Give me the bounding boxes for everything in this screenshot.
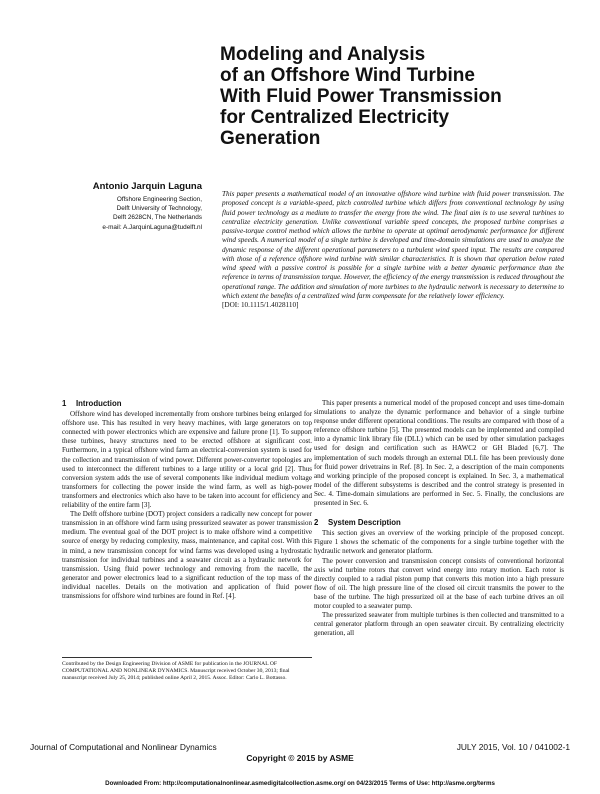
paragraph: The Delft offshore turbine (DOT) project considers a radically new concept for power transmission in an offshore wind farm using pressurized seawater as power transmission medium. The eventual goal of the DOT project is to make offshore wind a competitive source of energy by reducing complexity, mass, maintenance, and capital cost. With this in mind, a new transmission concept for wind farms was developed using a hydrostatic transmission for individual turbines and a seawater circuit as a hydraulic network for transmission. Using fluid power technology and removing from the nacelle, the generator and power electronics lead to a significant reduction of the top mass of the individual nacelles. Details on the motivation and application of fluid power transmissions for offshore wind turbines are found in Ref. [4]. <box>62 510 312 600</box>
paragraph: The power conversion and transmission concept consists of conventional horizontal axis wind turbine rotors that convert wind energy into rotary motion. Each rotor is directly coupled to a radial piston pump that converts this motion into a high pressure flow of oil. The high pressure line of the closed oil circuit transmits the power to the base of the turbine. The high pressurized oil at the base of each turbine drives an oil motor coupled to a seawater pump. <box>314 556 564 610</box>
author-affiliation-line: Delft 2628CN, The Netherlands <box>112 214 202 222</box>
page-info: JULY 2015, Vol. 10 / 041002-1 <box>456 742 570 752</box>
doi: [DOI: 10.1115/1.4028110] <box>222 301 299 309</box>
journal-name: Journal of Computational and Nonlinear Dynamics <box>30 742 217 752</box>
title-line: of an Offshore Wind Turbine <box>220 65 475 86</box>
title-line: Generation <box>220 128 321 149</box>
paragraph: The pressurized seawater from multiple turbines is then collected and transmitted to a central generator platform through an open seawater circuit. By centralizing electricity generation, all <box>314 611 564 638</box>
author-affiliation-line: Offshore Engineering Section, <box>116 196 202 203</box>
section-title: Introduction <box>76 399 122 408</box>
abstract-text: This paper presents a mathematical model of an innovative offshore wind turbine with fluid power transmission. The proposed concept is a variable-speed, pitch controlled turbine which differs from conventional technology by using fluid power technology as a medium to transfer the energy from the wind. The final aim is to use several turbines to centralize electricity generation. Unlike conventional variable speed concepts, the proposed turbine comprises a passive-torque control method which allows the turbine to operate at optimal aerodynamic performance for different wind speeds. A numerical model of a single turbine is developed and time-domain simulations are used to analyze the dynamic response of the different operational parameters to a turbulent wind speed input. The results are compared with those of a reference offshore wind turbine with similar characteristics. It is shown that operation below rated wind speed with a passive control is possible for a single turbine with a better dynamic performance than the reference in terms of transmission torque. However, the efficiency of the energy transmission is reduced throughout the operational range. The addition and simulation of more turbines to the hydraulic network is necessary to determine to which extent the benefits of a centralized wind farm compensate for the relatively lower efficiency. <box>222 190 564 300</box>
section-number: 2 <box>314 518 319 528</box>
section-title: System Description <box>328 518 401 528</box>
left-column <box>62 399 312 601</box>
right-column <box>314 399 564 638</box>
paper-title <box>220 44 560 149</box>
section-heading <box>314 518 564 527</box>
abstract <box>222 190 564 310</box>
title-line: With Fluid Power Transmission <box>220 86 502 107</box>
author-name: Antonio Jarquin Laguna <box>92 181 202 192</box>
section-number: 1 <box>62 399 67 408</box>
author-block <box>30 181 202 232</box>
copyright: Copyright © 2015 by ASME <box>246 753 354 763</box>
author-affiliation-line: Delft University of Technology, <box>116 205 202 213</box>
paragraph: This section gives an overview of the working principle of the proposed concept. Figure 1 shows the schematic of the components for a single turbine together with the hydraulic network and generator platform. <box>314 529 564 556</box>
paragraph: This paper presents a numerical model of the proposed concept and uses time-domain simulations to analyze the dynamic performance and behavior of a single turbine response under different operational conditions. The results are compared with those of a reference offshore turbine [5]. The presented models can be implemented and compiled into a dynamic link library file (DLL) which can be used by other simulation packages used for design and certification such as HAWC2 or GH Bladed [6,7]. The implementation of such models through an external DLL file has been previously done for fluid power drivetrains in Ref. [8]. In Sec. 2, a description of the main components and working principle of the proposed concept is explained. In Sec. 3, a mathematical model of the different subsystems is described and the control strategy is presented in Sec. 4. Time-domain simulations are performed in Sec. 5. Finally, the conclusions are presented in Sec. 6. <box>314 399 564 508</box>
download-notice: Downloaded From: http://computationalnonlinear.asmedigitalcollection.asme.org/ on 04/23/2015 Terms of Use: http://asme.org/terms <box>105 780 495 787</box>
title-line: for Centralized Electricity <box>220 107 450 128</box>
paragraph: Offshore wind has developed incrementally from onshore turbines being enlarged for offshore use. This has resulted in very heavy machines, with large generators on top connected with power electronics which are expensive and failure prone [1]. To support these turbines, heavy structures need to be erected offshore at significant cost. Furthermore, in a typical offshore wind farm an electrical-conversion system is used for the collection and transmission of wind power. Different power-converter topologies are used to interconnect the different turbines to a large utility or a local grid [2]. Thus conversion system adds the use of several components like individual medium voltage transformers for collecting the power inside the wind farm, as well as high-power transformers and electronics which also have to be taken into account for efficiency and reliability of the entire farm [3]. <box>62 410 312 510</box>
section-heading <box>62 399 312 408</box>
footnote: Contributed by the Design Engineering Division of ASME for publication in the JOURNAL OF COMPUTATIONAL AND NONLINEAR DYNAMICS. Manuscript received October 30, 2013; final manuscript received July 25, 2014; published online April 2, 2015. Assoc. Editor: Carlo L. Bottasso. <box>62 657 312 682</box>
spacer <box>314 508 564 518</box>
author-email: e-mail: A.JarquinLaguna@tudelft.nl <box>102 223 202 231</box>
title-line: Modeling and Analysis <box>220 44 426 65</box>
